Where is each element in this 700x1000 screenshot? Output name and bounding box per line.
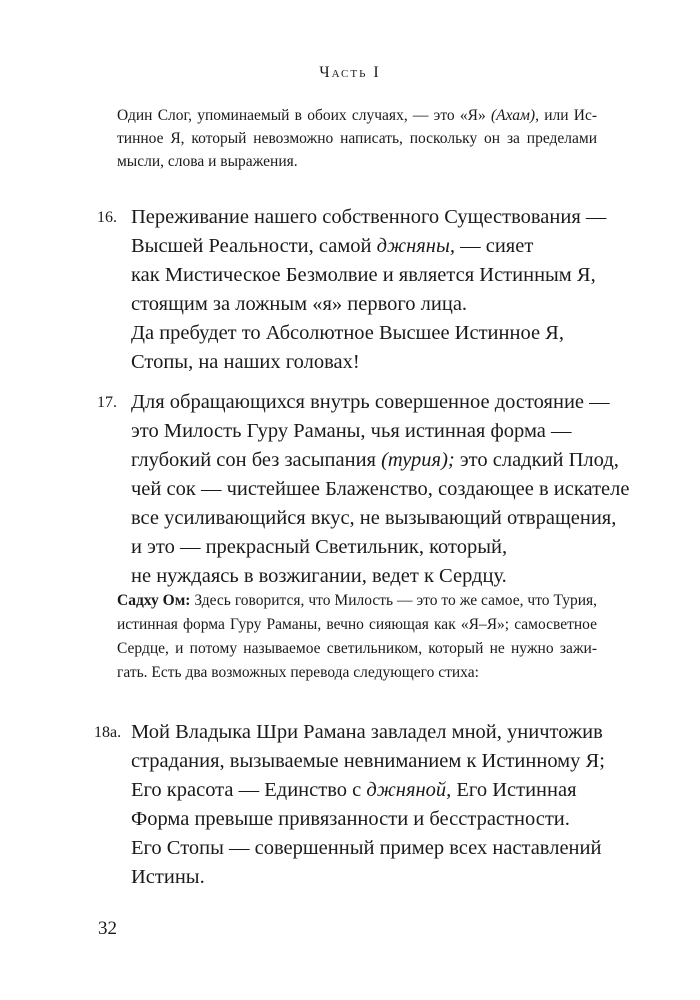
verse-16 xyxy=(131,203,611,377)
verse-line: стоящим за ложным «я» первого лица. xyxy=(131,293,468,315)
commentary-paragraph xyxy=(117,589,597,685)
text-line: Садху Ом: Здесь говорится, что Милость — это то же самое, что Турия, xyxy=(117,592,597,609)
verse-line: чей сок — чистейшее Блаженство, создающее в искателе xyxy=(131,478,630,500)
verse-line: это Милость Гуру Раманы, чья истинная форма — xyxy=(131,420,572,442)
verse-line: Переживание нашего собственного Существования — xyxy=(131,206,607,228)
verse-line: Истины. xyxy=(131,866,205,888)
verse-number: 18а. xyxy=(94,724,122,741)
text-line: гать. Есть два возможных перевода следующего стиха: xyxy=(117,664,479,681)
verse-line: и это — прекрасный Светильник, который, xyxy=(131,536,508,558)
text-line: Сердце, и потому называемое светильником, который не нужно зажи- xyxy=(117,640,597,657)
verse-line: глубокий сон без засыпания (турия); это сладкий Плод, xyxy=(131,449,619,471)
verse-line: Его Стопы — совершенный пример всех наставлений xyxy=(131,837,602,859)
text-line: тинное Я, который невозможно написать, поскольку он за пределами xyxy=(117,130,597,147)
verse-line: не нуждаясь в возжигании, ведет к Сердцу. xyxy=(131,565,507,587)
verse-line: Мой Владыка Шри Рамана завладел мной, уничтожив xyxy=(131,721,603,743)
verse-line: Для обращающихся внутрь совершенное достояние — xyxy=(131,391,610,413)
intro-paragraph xyxy=(117,104,597,173)
verse-line: как Мистическое Безмолвие и является Истинным Я, xyxy=(131,264,596,286)
verse-line: Его красота — Единство с джняной, Его Истинная xyxy=(131,779,577,801)
verse-number: 17. xyxy=(97,394,117,411)
page-number: 32 xyxy=(98,918,117,939)
verse-line: Форма превыше привязанности и бесстрастности. xyxy=(131,808,570,830)
running-header: Часть I xyxy=(319,64,381,81)
verse-17 xyxy=(131,388,630,591)
verse-line: Высшей Реальности, самой джняны, — сияет xyxy=(131,235,534,257)
verse-line: все усиливающийся вкус, не вызывающий отвращения, xyxy=(131,507,617,529)
verse-line: страдания, вызываемые невниманием к Истинному Я; xyxy=(131,750,605,772)
commentary-speaker: Садху Ом: xyxy=(117,592,191,609)
text-line: Один Слог, упоминаемый в обоих случаях, — это «Я» (Ахам), или Ис- xyxy=(117,107,597,124)
verse-line: Стопы, на наших головах! xyxy=(131,351,360,373)
text-line: истинная форма Гуру Раманы, вечно сияющая как «Я–Я»; самосветное xyxy=(117,616,597,633)
verse-line: Да пребудет то Абсолютное Высшее Истинное Я, xyxy=(131,322,564,344)
verse-number: 16. xyxy=(97,209,117,226)
text-line: мысли, слова и выражения. xyxy=(117,153,298,170)
verse-18a xyxy=(131,718,611,892)
